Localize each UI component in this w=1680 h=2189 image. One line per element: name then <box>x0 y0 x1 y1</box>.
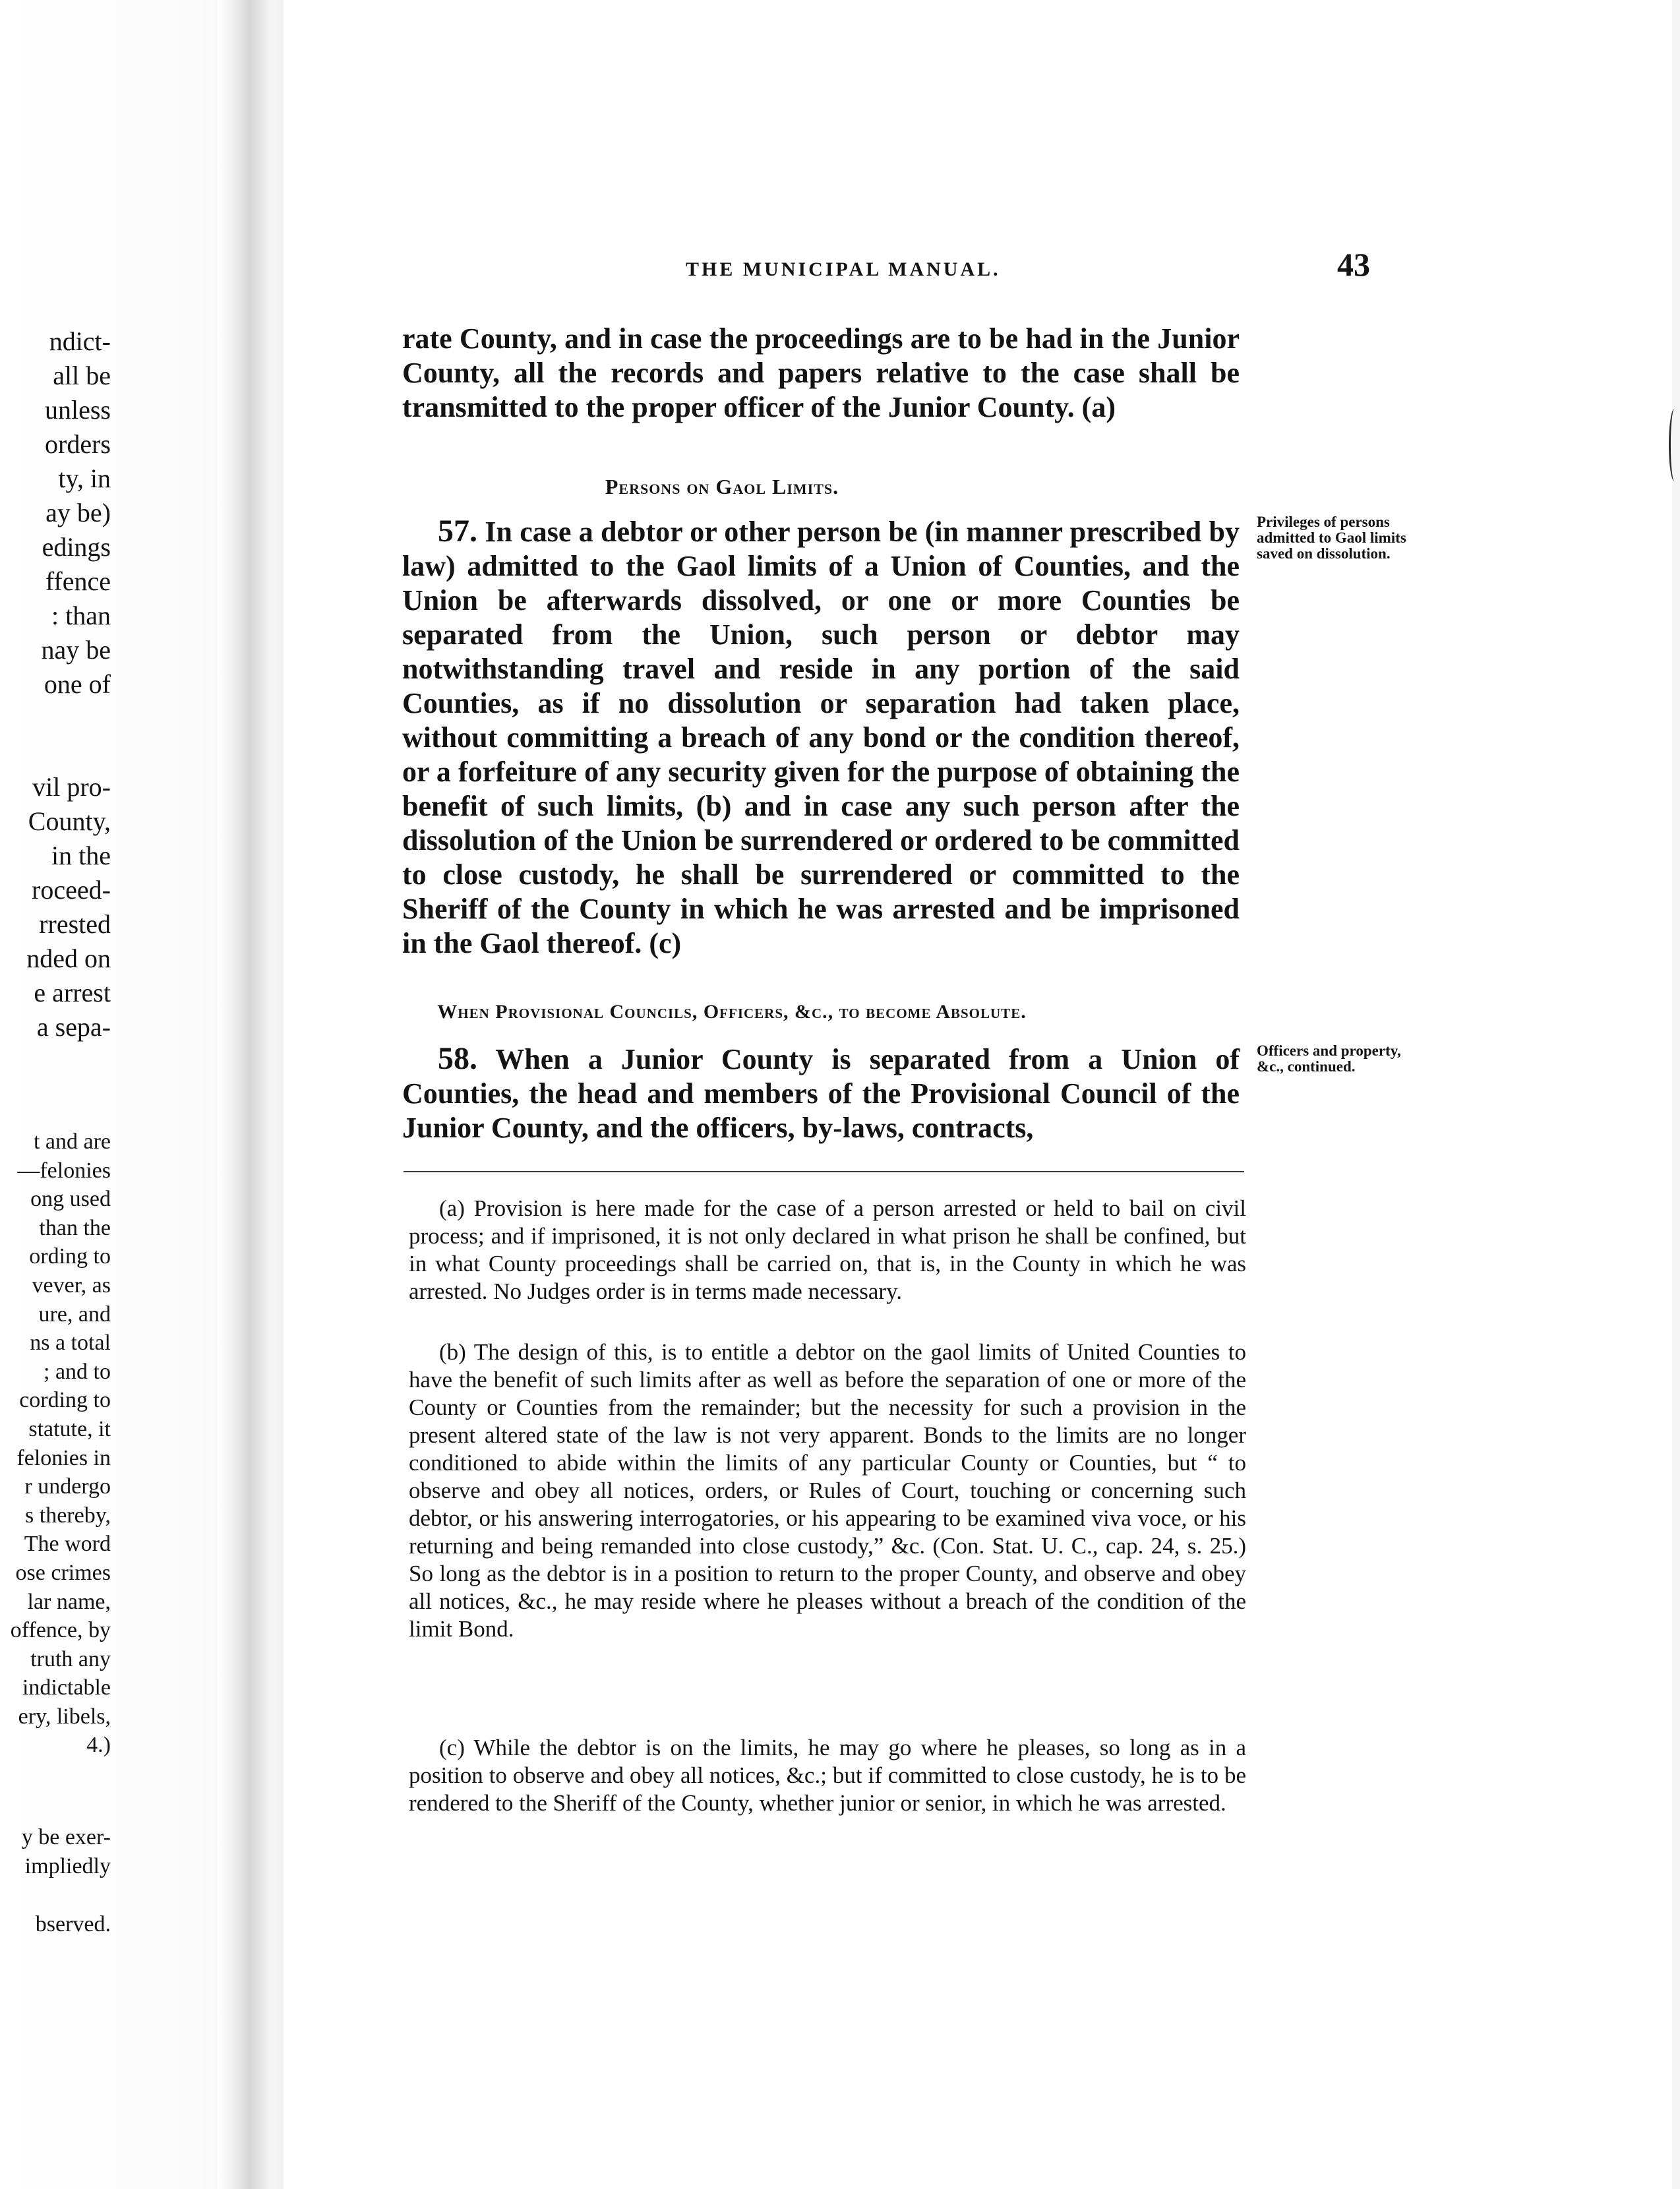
left-page-line <box>0 736 111 770</box>
left-page-footnote-line: statute, it <box>28 1416 111 1441</box>
left-page-footnote-line: ery, libels, <box>18 1704 111 1729</box>
left-page-end-line: impliedly <box>24 1854 111 1878</box>
heading-provisional-councils: When Provisional Councils, Officers, &c., to become Absolute. <box>437 1001 1027 1023</box>
left-page-end-line: bserved. <box>35 1912 111 1936</box>
scan-edge-mark <box>1669 409 1680 481</box>
left-page-footnote-line: ns a total <box>30 1331 111 1356</box>
left-page-line: in the <box>51 841 111 870</box>
book-gutter <box>218 0 270 2189</box>
margin-note-58: Officers and property, &c., continued. <box>1257 1042 1401 1075</box>
left-page-line: unless <box>45 395 111 425</box>
section-58 <box>402 1042 1240 1145</box>
footnote-b: (b) The design of this, is to entitle a debtor on the gaol limits of United Counties to have the benefit of such limits after as well as before the separation of one or more of the County or Counties from the remainder; but the necessity for such a provision in the present altered state of the law is not very apparent. Bonds to the limits are no longer conditioned to abide within the limits of any particular County or Counties, but “ to observe and obey all notices, orders, or Rules of Court, touching or concerning such debtor, or his answering interrogatories, or his appearing to be examined viva voce, or his returning and being remanded into close custody,” &c. (Con. Stat. U. C., cap. 24, s. 25.) So long as the debtor is in a position to return to the proper County, and observe and obey all notices, &c., he may reside where he pleases without a breach of the condition of the limit Bond. <box>409 1339 1246 1642</box>
left-page-line: a sepa- <box>36 1012 111 1042</box>
left-page-footnote-line: vever, as <box>32 1273 111 1298</box>
section-57-number: 57. <box>438 514 477 549</box>
left-page-line: vil pro- <box>32 772 111 802</box>
section-58-number: 58. <box>438 1041 477 1076</box>
left-page-line: one of <box>44 669 111 699</box>
left-page-main-text <box>0 324 111 1044</box>
left-page-footnote-line: 4.) <box>86 1733 111 1758</box>
left-page-line: edings <box>42 532 111 562</box>
left-page-line: : than <box>51 601 111 630</box>
left-page-line: ndict- <box>49 326 111 356</box>
left-page-footnote-line: s thereby, <box>25 1503 111 1528</box>
left-page-line <box>0 702 111 736</box>
left-page-footnote-line: —felonies <box>17 1158 111 1183</box>
left-page-end-line: y be exer- <box>21 1825 111 1849</box>
heading-gaol-limits: Persons on Gaol Limits. <box>605 475 839 498</box>
left-page-line: nded on <box>26 944 111 973</box>
footnote-a: (a) Provision is here made for the case of a person arrested or held to bail on civil process; and if imprisoned, it is not only declared in what prison he shall be confined, but in what County proceedings shall be carried on, that is, in the County in which he was arrested. No Judges order is in terms made necessary. <box>409 1195 1246 1304</box>
scan-edge <box>1672 0 1680 2189</box>
left-page-footnote-line: indictable <box>22 1675 111 1700</box>
left-page-footnote-line: felonies in <box>16 1445 111 1470</box>
left-page-line: County, <box>28 806 111 836</box>
left-page-line: rrested <box>39 909 111 939</box>
left-page-footnote-line: truth any <box>30 1646 111 1671</box>
section-57-text: In case a debtor or other person be (in manner prescribed by law) admitted to the Gaol limits of a Union of Counties, and the Union be afterwards dissolved, or one or more Counties be separated from the Union, such person or debtor may notwithstanding travel and reside in any portion of the said Counties, as if no dissolution or separation had taken place, without committing a breach of any bond or the condition thereof, or a forfeiture of any security given for the purpose of obtaining the benefit of such limits, (b) and in case any such person after the dissolution of the Union be surrendered or ordered to be committed to close custody, he shall be surrendered or committed to the Sheriff of the County in which he was arrested and be imprisoned in the Gaol thereof. (c) <box>402 516 1240 959</box>
margin-note-57: Privileges of persons admitted to Gaol limits saved on dissolution. <box>1257 514 1406 562</box>
left-page-line: e arrest <box>34 978 111 1007</box>
section-57 <box>402 514 1240 961</box>
running-head: THE MUNICIPAL MANUAL. <box>686 258 1001 280</box>
left-page-footnote-line: ose crimes <box>15 1560 111 1585</box>
left-page-footnote-line: offence, by <box>10 1618 111 1643</box>
page-number: 43 <box>1337 246 1370 283</box>
left-page-end-text <box>0 1823 111 1939</box>
left-page-footnote-line: ure, and <box>38 1302 111 1327</box>
left-page-footnote-line: lar name, <box>27 1589 111 1614</box>
left-page-line: ay be) <box>45 498 111 527</box>
left-page-footnote-line: t and are <box>33 1129 111 1154</box>
left-page-line: ty, in <box>58 464 111 493</box>
left-page-line: nay be <box>41 635 111 665</box>
footnote-rule <box>404 1171 1244 1172</box>
left-page-line: roceed- <box>32 875 111 905</box>
left-page-line: orders <box>45 429 111 459</box>
left-page-footnote-line: than the <box>39 1215 111 1240</box>
continued-paragraph: rate County, and in case the proceedings are to be had in the Junior County, all the records and papers relative to the case shall be transmitted to the proper officer of the Junior County. (a) <box>402 322 1240 423</box>
left-page-footnote-line: The word <box>24 1532 111 1557</box>
left-page-end-line <box>0 1881 111 1910</box>
left-page-line: all be <box>53 361 111 390</box>
left-page-footnote-line: ; and to <box>44 1359 111 1384</box>
left-page-footnote-line: r undergo <box>24 1474 111 1499</box>
left-page-footnote-line: cording to <box>19 1388 111 1413</box>
footnote-c: (c) While the debtor is on the limits, he may go where he pleases, so long as in a position to observe and obey all notices, &c.; but if committed to close custody, he is to be rendered to the Sheriff of the County, whether junior or senior, in which he was arrested. <box>409 1735 1246 1816</box>
left-page-footnote-text <box>0 1127 111 1760</box>
left-page-line: ffence <box>45 566 111 596</box>
section-58-text: When a Junior County is separated from a Union of Counties, the head and members of the Provisional Council of the Junior County, and the officers, by-laws, contracts, <box>402 1043 1240 1144</box>
left-page-footnote-line: ong used <box>30 1187 111 1212</box>
left-page-footnote-line: ording to <box>29 1244 111 1269</box>
